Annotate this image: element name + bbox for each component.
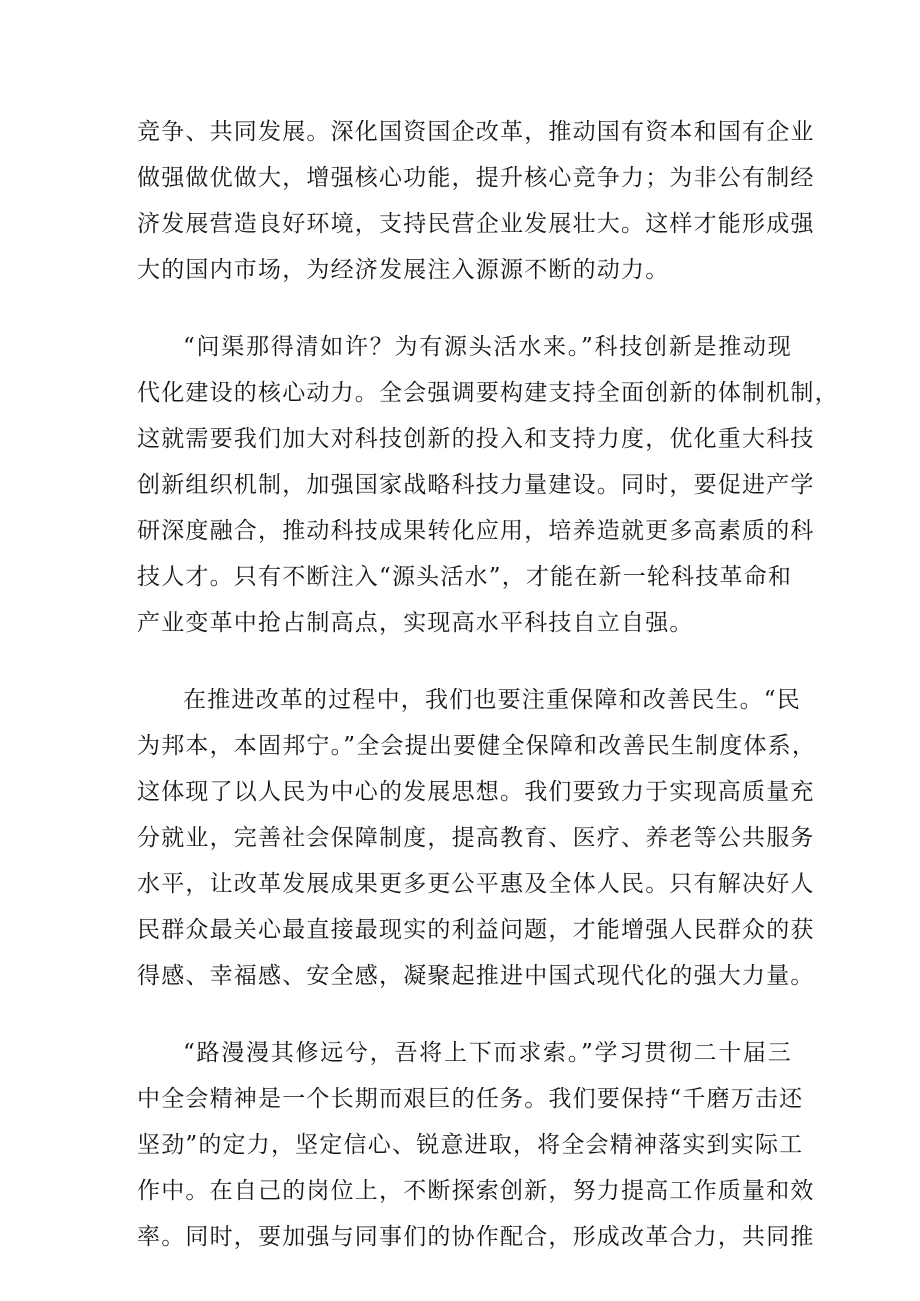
text-line: 研深度融合，推动科技成果转化应用，培养造就更多高素质的科 bbox=[137, 518, 815, 544]
paragraph-2 bbox=[137, 324, 839, 646]
text-line: 为邦本，本固邦宁。”全会提出要健全保障和改善民生制度体系， bbox=[137, 733, 817, 759]
text-line: 在推进改革的过程中，我们也要注重保障和改善民生。“民 bbox=[183, 687, 801, 713]
text-line: 做强做优做大，增强核心功能，提升核心竞争力；为非公有制经 bbox=[137, 165, 815, 191]
text-line: 这就需要我们加大对科技创新的投入和支持力度，优化重大科技 bbox=[137, 426, 815, 452]
text-line: 得感、幸福感、安全感，凝聚起推进中国式现代化的强大力量。 bbox=[137, 963, 815, 989]
text-line: 创新组织机制，加强国家战略科技力量建设。同时，要促进产学 bbox=[137, 472, 815, 498]
text-line: “问渠那得清如许？为有源头活水来。”科技创新是推动现 bbox=[183, 334, 792, 360]
text-line: 分就业，完善社会保障制度，提高教育、医疗、养老等公共服务 bbox=[137, 825, 815, 851]
paragraph-3 bbox=[137, 677, 817, 999]
text-line: 技人才。只有不断注入“源头活水”，才能在新一轮科技革命和 bbox=[137, 564, 793, 590]
text-line: 竞争、共同发展。深化国资国企改革，推动国有资本和国有企业 bbox=[137, 119, 815, 145]
text-line: 这体现了以人民为中心的发展思想。我们要致力于实现高质量充 bbox=[137, 779, 815, 805]
text-line: 大的国内市场，为经济发展注入源源不断的动力。 bbox=[137, 257, 670, 283]
text-line: 中全会精神是一个长期而艰巨的任务。我们要保持“千磨万击还 bbox=[137, 1086, 804, 1112]
text-line: 代化建设的核心动力。全会强调要构建支持全面创新的体制机制， bbox=[137, 380, 839, 406]
paragraph-4 bbox=[137, 1030, 815, 1260]
text-line: 作中。在自己的岗位上，不断探索创新，努力提高工作质量和效 bbox=[137, 1178, 815, 1204]
document-body bbox=[137, 109, 839, 1291]
text-line: 产业变革中抢占制高点，实现高水平科技自立自强。 bbox=[137, 610, 694, 636]
text-line: 率。同时，要加强与同事们的协作配合，形成改革合力，共同推 bbox=[137, 1224, 815, 1250]
text-line: 坚劲”的定力，坚定信心、锐意进取，将全会精神落实到实际工 bbox=[137, 1132, 804, 1158]
text-line: 水平，让改革发展成果更多更公平惠及全体人民。只有解决好人 bbox=[137, 871, 815, 897]
paragraph-1 bbox=[137, 109, 815, 293]
text-line: 民群众最关心最直接最现实的利益问题，才能增强人民群众的获 bbox=[137, 917, 815, 943]
text-line: “路漫漫其修远兮，吾将上下而求索。”学习贯彻二十届三 bbox=[183, 1040, 792, 1066]
text-line: 济发展营造良好环境，支持民营企业发展壮大。这样才能形成强 bbox=[137, 211, 815, 237]
